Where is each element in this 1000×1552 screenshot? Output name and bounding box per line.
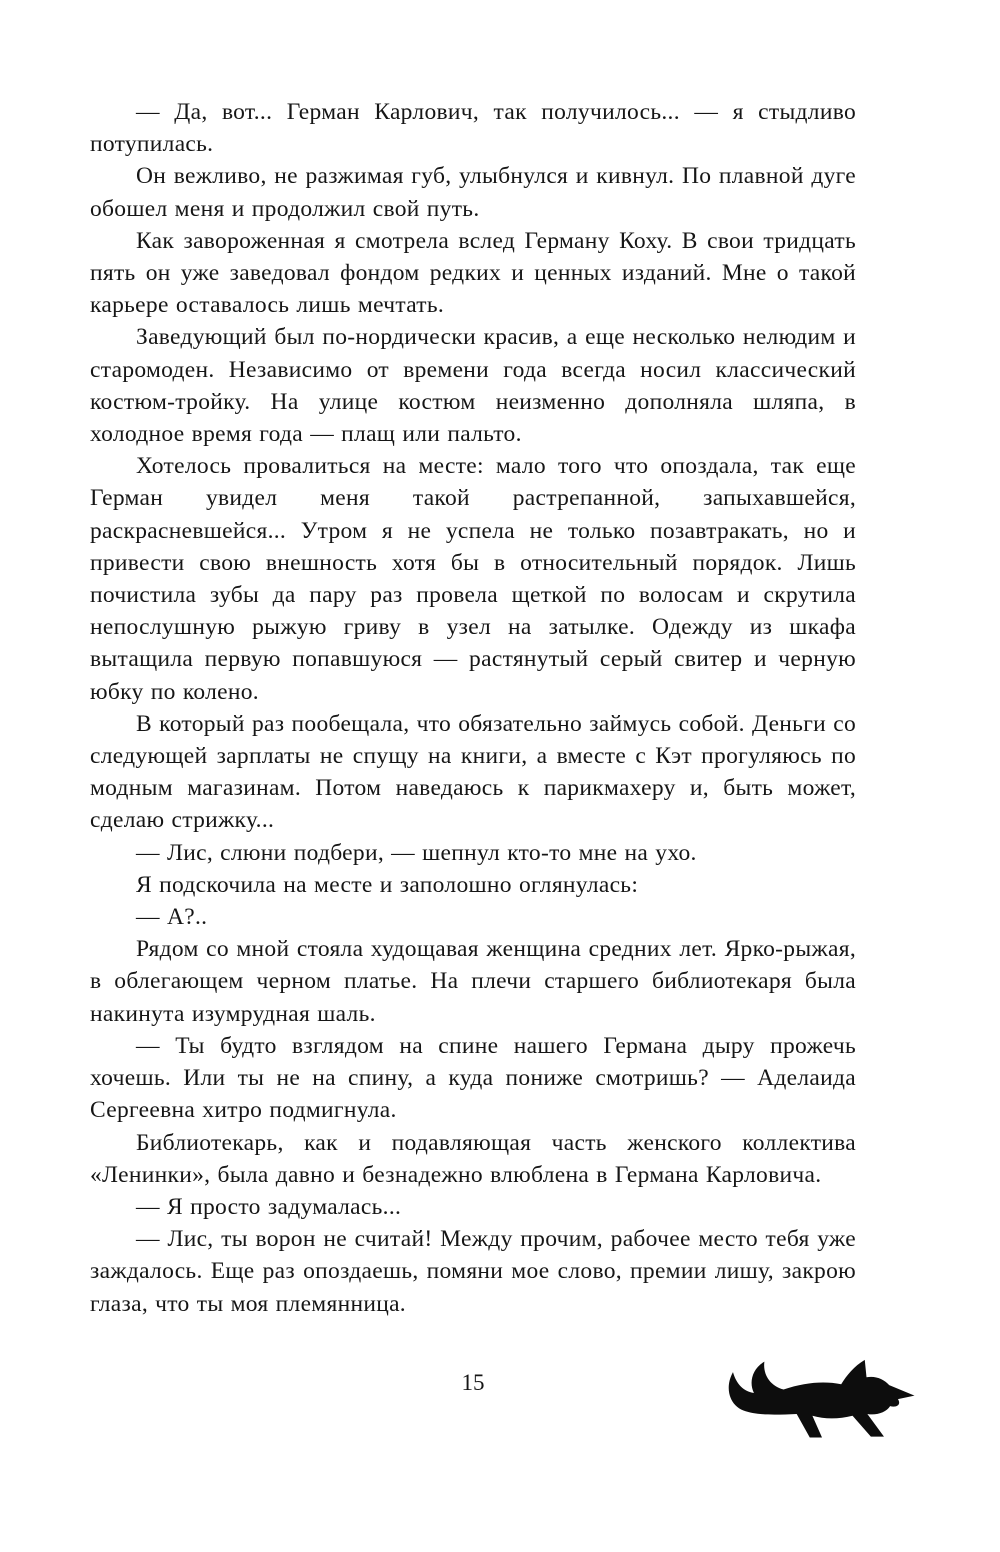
- paragraph: — Лис, ты ворон не считай! Между прочим, рабочее место тебя уже заждалось. Еще раз опоздаешь, помяни мое слово, премии лишу, закрою глаза, что ты моя племянница.: [90, 1226, 856, 1317]
- paragraph: Хотелось провалиться на месте: мало того что опоздала, так еще Герман увидел меня такой растрепанной, запыхавшейся, раскрасневшейся... Утром я не успела не только позавтракать, но и привести свою внешность хотя бы в относительный порядок. Лишь почистила зубы да пару раз провела щеткой по волосам и скрутила непослушную рыжую гриву в узел на затылке. Одежду из шкафа вытащила первую попавшуюся — растянутый серый свитер и черную юбку по колено.: [90, 453, 856, 705]
- paragraph: Как завороженная я смотрела вслед Герману Коху. В свои тридцать пять он уже заведовал фондом редких и ценных изданий. Мне о такой карьере оставалось лишь мечтать.: [90, 227, 856, 319]
- page-text: [90, 96, 856, 1320]
- paragraph: Библиотекарь, как и подавляющая часть женского коллектива «Ленинки», была давно и безнадежно влюблена в Германа Карловича.: [90, 1129, 856, 1188]
- paragraph: — Ты будто взглядом на спине нашего Германа дыру прожечь хочешь. Или ты не на спину, а куда пониже смотришь? — Аделаида Сергеевна хитро подмигнула.: [90, 1032, 856, 1124]
- paragraph: — Да, вот... Герман Карлович, так получилось... — я стыдливо потупилась.: [90, 99, 856, 158]
- paragraph: Он вежливо, не разжимая губ, улыбнулся и кивнул. По плавной дуге обошел меня и продолжил свой путь.: [90, 163, 856, 222]
- paragraph: — А?..: [136, 904, 208, 931]
- paragraph: В который раз пообещала, что обязательно займусь собой. Деньги со следующей зарплаты не спущу на книги, а вместе с Кэт прогуляюсь по модным магазинам. Потом наведаюсь к парикмахеру и, быть может, сделаю стрижку...: [90, 710, 856, 834]
- page-number: 15: [461, 1370, 485, 1395]
- paragraph: Я подскочила на месте и заполошно оглянулась:: [136, 871, 639, 898]
- fox-logo-icon: [726, 1356, 918, 1444]
- paragraph: — Я просто задумалась...: [136, 1193, 402, 1220]
- paragraph: Рядом со мной стояла худощавая женщина средних лет. Ярко-рыжая, в облегающем черном платье. На плечи старшего библиотекаря была накинута изумрудная шаль.: [90, 936, 856, 1027]
- paragraph: — Лис, слюни подбери, — шепнул кто-то мне на ухо.: [136, 839, 697, 866]
- paragraph: Заведующий был по-нордически красив, а еще несколько нелюдим и старомоден. Независимо от времени года всегда носил классический костюм-тройку. На улице костюм неизменно дополняла шляпа, в холодное время года — плащ или пальто.: [90, 324, 856, 448]
